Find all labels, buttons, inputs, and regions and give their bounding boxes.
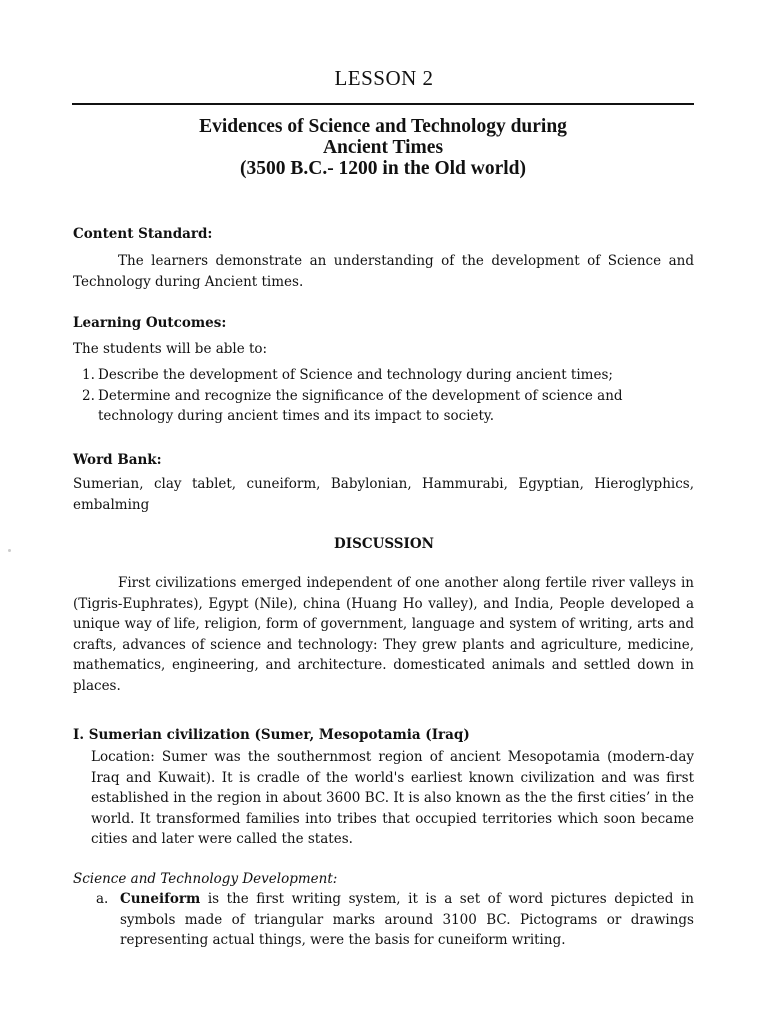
learning-outcomes-heading: Learning Outcomes: [73,315,227,331]
content-standard-heading: Content Standard: [73,226,213,242]
cuneiform-item [96,889,694,951]
list-item [73,365,694,386]
list-item [73,386,694,427]
list-letter: a. [96,891,109,907]
list-number: 2. [82,387,95,404]
list-number: 1. [82,367,95,383]
discussion-heading: DISCUSSION [334,536,434,552]
word-bank-heading: Word Bank: [73,452,162,468]
cuneiform-term: Cuneiform [120,891,201,907]
lesson-title [72,116,694,179]
word-bank-text: Sumerian, clay tablet, cuneiform, Babylonian, Hammurabi, Egyptian, Hieroglyphics, embalming [73,476,694,513]
header-divider [72,103,694,105]
discussion-paragraph: First civilizations emerged independent of one another along fertile river valleys in (Tigris-Euphrates), Egypt (Nile), china (Huang Ho valley), and India, People developed a unique way of life, religion, form of government, language and system of writing, arts and crafts, advances of science and technology: They grew plants and agriculture, medicine, mathematics, engineering, and architecture. domesticated animals and settled down in places. [73,575,694,694]
sumerian-heading: I. Sumerian civilization (Sumer, Mesopotamia (Iraq) [73,727,470,743]
title-line: Ancient Times [322,137,444,158]
sumerian-location: Location: Sumer was the southernmost region of ancient Mesopotamia (modern-day Iraq and Kuwait). It is cradle of the world's earliest known civilization and was first established in the region in about 3600 BC. It is also known as the the first cities’ in the world. It transformed families into tribes that occupied territories which soon became cities and later were called the states. [91,749,694,847]
science-tech-subheading: Science and Technology Development: [73,871,338,887]
list-item-text: Describe the development of Science and technology during ancient times; [98,367,613,383]
list-item-text: Determine and recognize the significance of the development of science and technology during ancient times and its impact to society. [98,387,623,424]
learning-outcomes-list [73,365,694,427]
page-speck [8,549,11,552]
cuneiform-text: is the first writing system, it is a set of word pictures depicted in symbols made of triangular marks around 3100 BC. Pictograms or drawings representing actual things, were the basis for cuneiform writing. [120,891,694,948]
title-line: (3500 B.C.- 1200 in the Old world) [239,158,526,179]
learning-outcomes-intro: The students will be able to: [73,341,268,357]
title-line: Evidences of Science and Technology during [199,116,567,137]
lesson-label: LESSON 2 [334,66,434,90]
content-standard-text: The learners demonstrate an understanding of the development of Science and Technology during Ancient times. [73,253,694,290]
